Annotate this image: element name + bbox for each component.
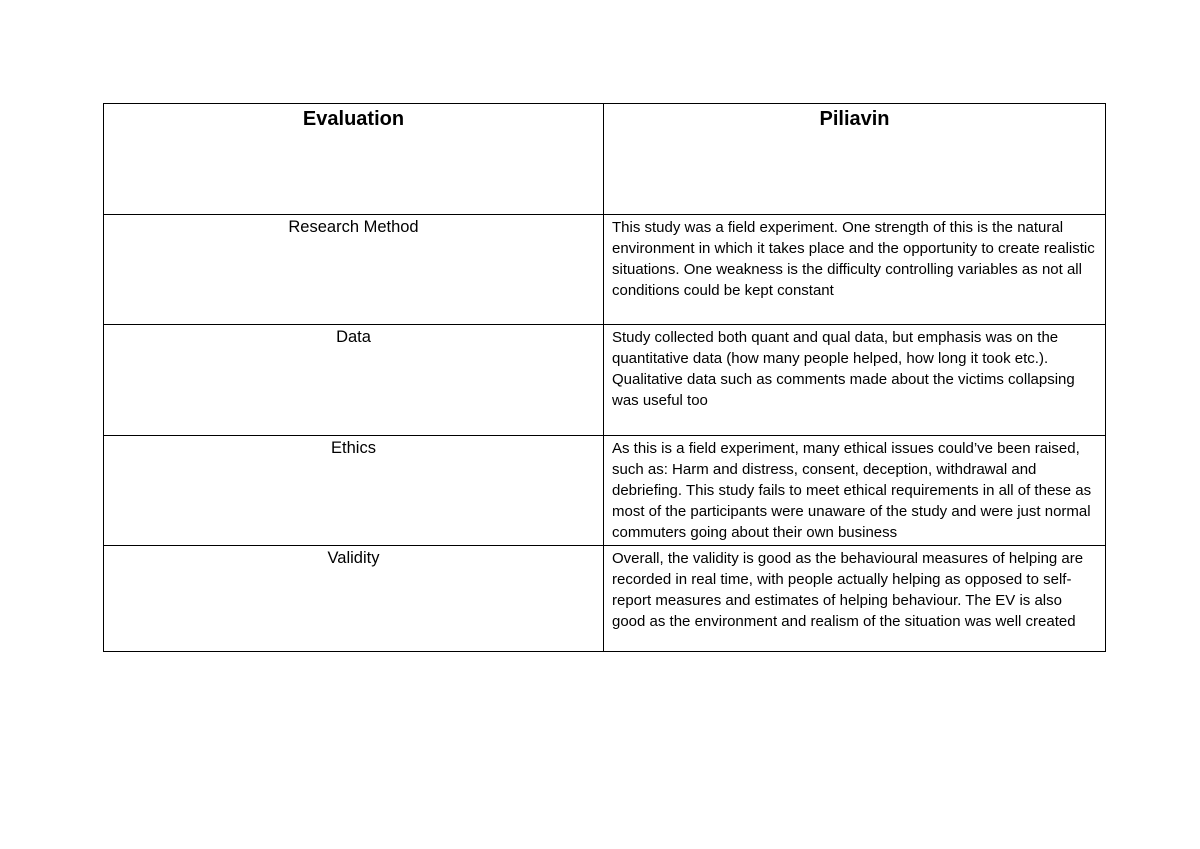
row-text-data: Study collected both quant and qual data, but emphasis was on the quantitative data (how many people helped, how long it took etc.). Qualitative data such as comments made about the victims collapsing was useful too [604,325,1106,436]
table-row-research-method [104,215,1106,325]
row-text-validity: Overall, the validity is good as the behavioural measures of helping are recorded in real time, with people actually helping as opposed to self-report measures and estimates of helping behaviour. The EV is also good as the environment and realism of the situation was well created [604,546,1106,652]
row-label-ethics: Ethics [104,436,604,546]
header-piliavin: Piliavin [604,104,1106,215]
table-row-data [104,325,1106,436]
table-row-ethics [104,436,1106,546]
evaluation-table [103,103,1106,652]
row-text-ethics: As this is a field experiment, many ethical issues could’ve been raised, such as: Harm and distress, consent, deception, withdrawal and debriefing. This study fails to meet ethical requirements in all of these as most of the participants were unaware of the study and were just normal commuters going about their own business [604,436,1106,546]
table-header-row [104,104,1106,215]
row-label-research-method: Research Method [104,215,604,325]
table-row-validity [104,546,1106,652]
row-label-validity: Validity [104,546,604,652]
row-text-research-method: This study was a field experiment. One strength of this is the natural environment in which it takes place and the opportunity to create realistic situations. One weakness is the difficulty controlling variables as not all conditions could be kept constant [604,215,1106,325]
row-label-data: Data [104,325,604,436]
header-evaluation: Evaluation [104,104,604,215]
